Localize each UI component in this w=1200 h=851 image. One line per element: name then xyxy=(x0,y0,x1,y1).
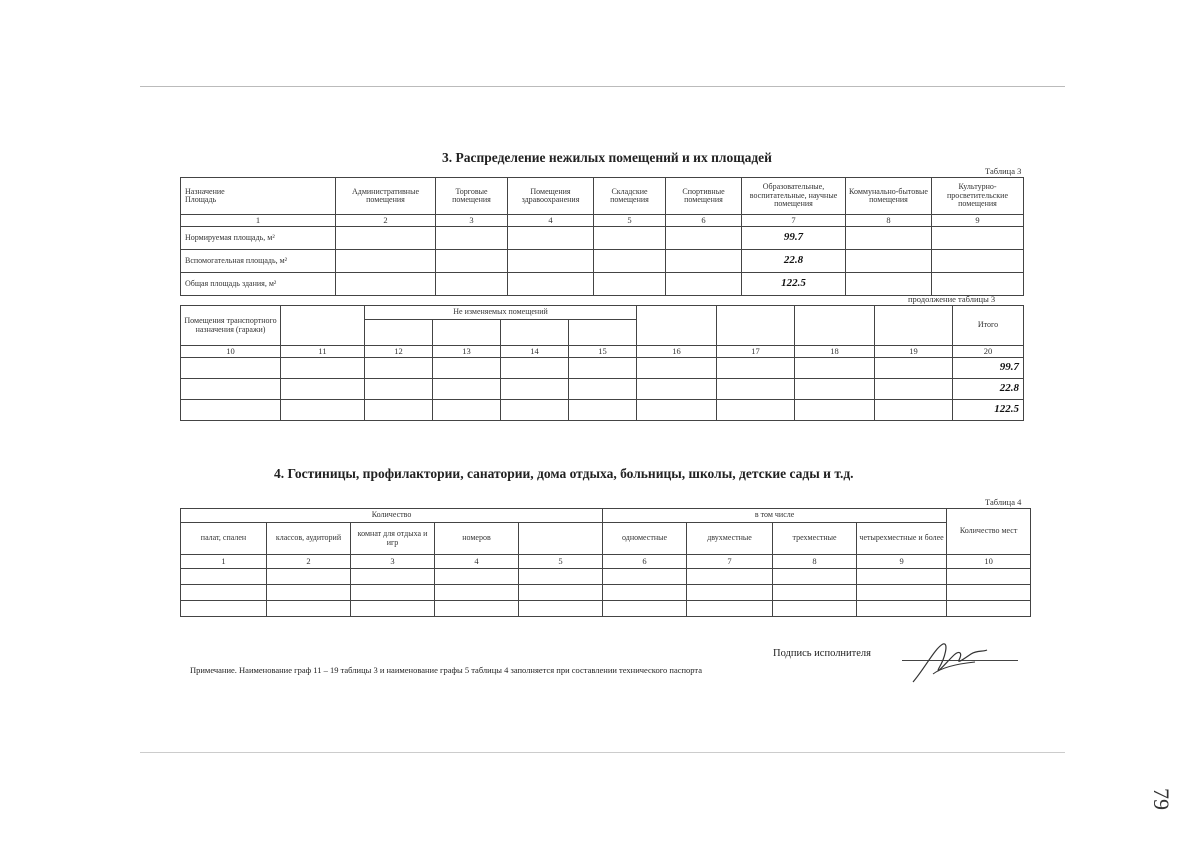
table3-continuation-label: продолжение таблицы 3 xyxy=(908,294,996,304)
col-number: 3 xyxy=(351,555,435,569)
other-premises-header: Не изменяемых помещений xyxy=(365,306,637,320)
table4-header: классов, аудиторий xyxy=(267,523,351,555)
table3-header-row xyxy=(181,178,1024,215)
total-value: 22.8 xyxy=(953,379,1024,400)
quantity-group-header: Количество xyxy=(181,509,603,523)
table3-header: Образовательные, воспитательные, научные помещения xyxy=(742,178,846,215)
table4-header: комнат для отдыха и игр xyxy=(351,523,435,555)
table4-header: номеров xyxy=(435,523,519,555)
table3-number-row xyxy=(181,215,1024,227)
table3-header: Складские помещения xyxy=(594,178,666,215)
table3-header: Культурно-просветительские помещения xyxy=(932,178,1024,215)
table3-row xyxy=(181,227,1024,250)
signature-label: Подпись исполнителя xyxy=(773,648,871,659)
section3-title: 3. Распределение нежилых помещений и их площадей xyxy=(442,150,772,165)
col-number: 15 xyxy=(569,346,637,358)
section4-title: 4. Гостиницы, профилактории, санатории, дома отдыха, больницы, школы, детские сады и т.д. xyxy=(274,466,854,481)
transport-header: Помещения транспортного назначения (гаражи) xyxy=(181,306,281,346)
signature-mark xyxy=(905,638,995,688)
table4-header: Количество мест xyxy=(947,509,1031,555)
page-top-edge xyxy=(140,86,1065,88)
col-number: 7 xyxy=(687,555,773,569)
table3-row xyxy=(181,273,1024,296)
col-number: 3 xyxy=(436,215,508,227)
col-number: 16 xyxy=(637,346,717,358)
footnote: Примечание. Наименование граф 11 – 19 таблицы 3 и наименование графы 5 таблицы 4 заполняется при составлении технического паспорта xyxy=(190,665,703,675)
table3 xyxy=(180,177,1024,296)
col-number: 1 xyxy=(181,555,267,569)
page-number: 79 xyxy=(1149,788,1174,810)
table3-header: Назначение Площадь xyxy=(181,178,336,215)
col-number: 18 xyxy=(795,346,875,358)
col-number: 4 xyxy=(435,555,519,569)
col-number: 5 xyxy=(594,215,666,227)
row-label: Нормируемая площадь, м² xyxy=(181,227,336,250)
page-bottom-edge xyxy=(140,752,1065,754)
table3-label: Таблица 3 xyxy=(985,166,1022,176)
table4-header xyxy=(519,523,603,555)
col-number: 8 xyxy=(773,555,857,569)
table4-header: двухместные xyxy=(687,523,773,555)
table4-header: четырехместные и более xyxy=(857,523,947,555)
table3-header: Спортивные помещения xyxy=(666,178,742,215)
col-number: 6 xyxy=(603,555,687,569)
total-value: 122.5 xyxy=(953,400,1024,421)
table3-row xyxy=(181,250,1024,273)
total-value: 99.7 xyxy=(953,358,1024,379)
total-header: Итого xyxy=(953,306,1024,346)
col-number: 2 xyxy=(336,215,436,227)
col-number: 9 xyxy=(932,215,1024,227)
col-number: 1 xyxy=(181,215,336,227)
table4 xyxy=(180,508,1031,617)
edu-area-value: 99.7 xyxy=(742,227,846,250)
col-number: 10 xyxy=(947,555,1031,569)
col-number: 10 xyxy=(181,346,281,358)
col-number: 9 xyxy=(857,555,947,569)
col-number: 4 xyxy=(508,215,594,227)
including-group-header: в том числе xyxy=(603,509,947,523)
edu-area-value: 122.5 xyxy=(742,273,846,296)
row-label: Общая площадь здания, м² xyxy=(181,273,336,296)
table3-header: Административные помещения xyxy=(336,178,436,215)
col-number: 12 xyxy=(365,346,433,358)
col-number: 20 xyxy=(953,346,1024,358)
col-number: 8 xyxy=(846,215,932,227)
table4-header: одноместные xyxy=(603,523,687,555)
col-number: 11 xyxy=(281,346,365,358)
col-number: 13 xyxy=(433,346,501,358)
col-number: 14 xyxy=(501,346,569,358)
edu-area-value: 22.8 xyxy=(742,250,846,273)
table3-continuation xyxy=(180,305,1024,421)
col-number: 7 xyxy=(742,215,846,227)
table3-header: Помещения здравоохранения xyxy=(508,178,594,215)
col-number: 6 xyxy=(666,215,742,227)
col-number: 5 xyxy=(519,555,603,569)
table4-header: палат, спален xyxy=(181,523,267,555)
col-number: 19 xyxy=(875,346,953,358)
row-label: Вспомогательная площадь, м² xyxy=(181,250,336,273)
table4-header: трехместные xyxy=(773,523,857,555)
col-number: 17 xyxy=(717,346,795,358)
table3-header: Коммунально-бытовые помещения xyxy=(846,178,932,215)
col-number: 2 xyxy=(267,555,351,569)
table4-label: Таблица 4 xyxy=(985,497,1022,507)
table3-header: Торговые помещения xyxy=(436,178,508,215)
